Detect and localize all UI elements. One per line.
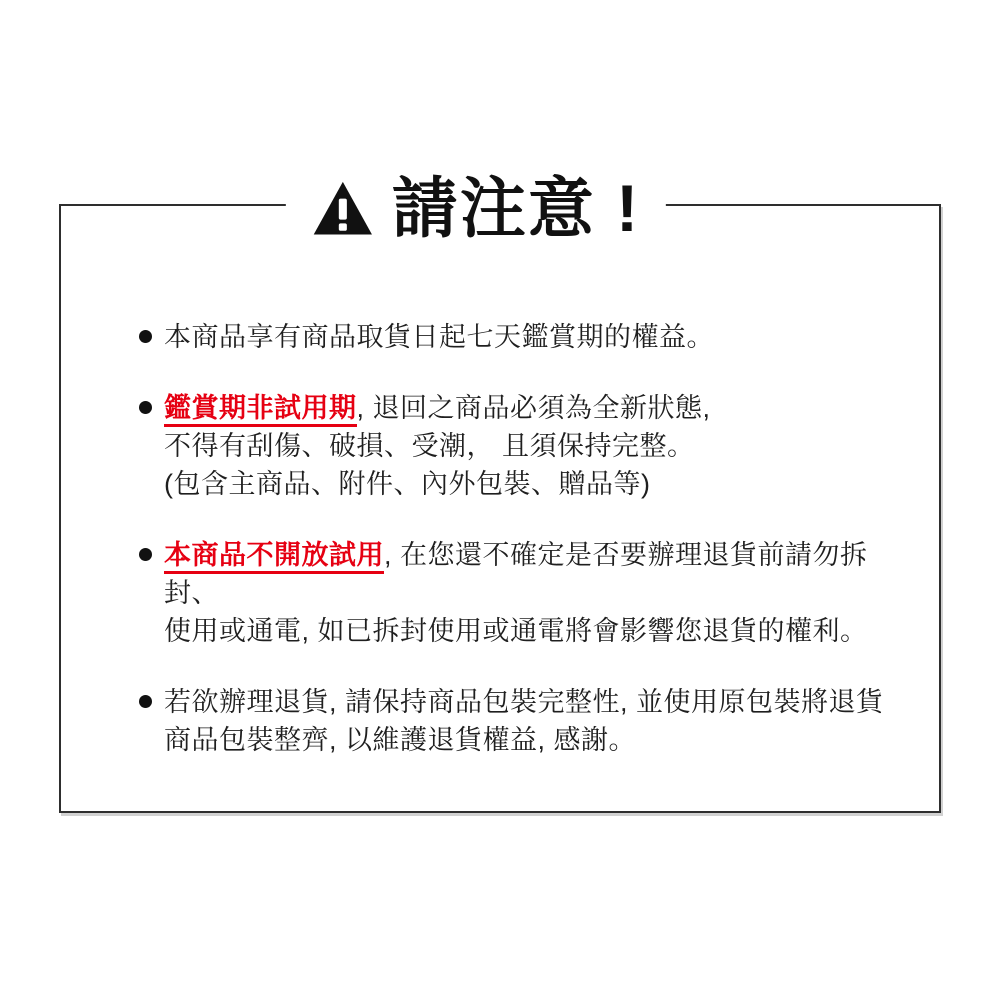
- notice-line-rest: , 退回之商品必須為全新狀態,: [356, 393, 711, 423]
- notice-line: 本商品享有商品取貨日起七天鑑賞期的權益。: [164, 322, 714, 352]
- notice-title: [286, 172, 666, 244]
- notice-line-rest: , 在您還不確定是否要辦理退貨前請勿拆封、: [164, 540, 868, 608]
- notice-item-text: [164, 683, 884, 759]
- bullet-icon: [139, 695, 152, 708]
- notice-line: 商品包裝整齊, 以維護退貨權益, 感謝。: [164, 725, 637, 755]
- notice-line: 使用或通電, 如已拆封使用或通電將會影響您退貨的權利。: [164, 616, 868, 646]
- notice-item-1: [139, 318, 909, 356]
- notice-item-3: [139, 536, 909, 650]
- notice-item-4: [139, 683, 909, 759]
- warning-triangle-icon: [312, 180, 374, 237]
- notice-item-2: [139, 389, 909, 503]
- notice-line: [164, 536, 909, 612]
- bullet-icon: [139, 548, 152, 561]
- notice-item-text: [164, 389, 711, 503]
- notice-line: [164, 389, 711, 427]
- notice-item-text: [164, 318, 714, 356]
- bullet-icon: [139, 401, 152, 414]
- highlight-text: 本商品不開放試用: [164, 540, 384, 574]
- notice-title-text: 請注意 !: [391, 171, 641, 245]
- notice-item-text: [164, 536, 909, 650]
- notice-box: [59, 171, 941, 813]
- bullet-icon: [139, 330, 152, 343]
- highlight-text: 鑑賞期非試用期: [164, 393, 357, 427]
- notice-line: 若欲辦理退貨, 請保持商品包裝完整性, 並使用原包裝將退貨: [164, 687, 884, 717]
- notice-line: (包含主商品、附件、內外包裝、贈品等): [164, 469, 651, 499]
- notice-line: 不得有刮傷、破損、受潮， 且須保持完整。: [164, 431, 695, 461]
- notice-list: [61, 206, 939, 759]
